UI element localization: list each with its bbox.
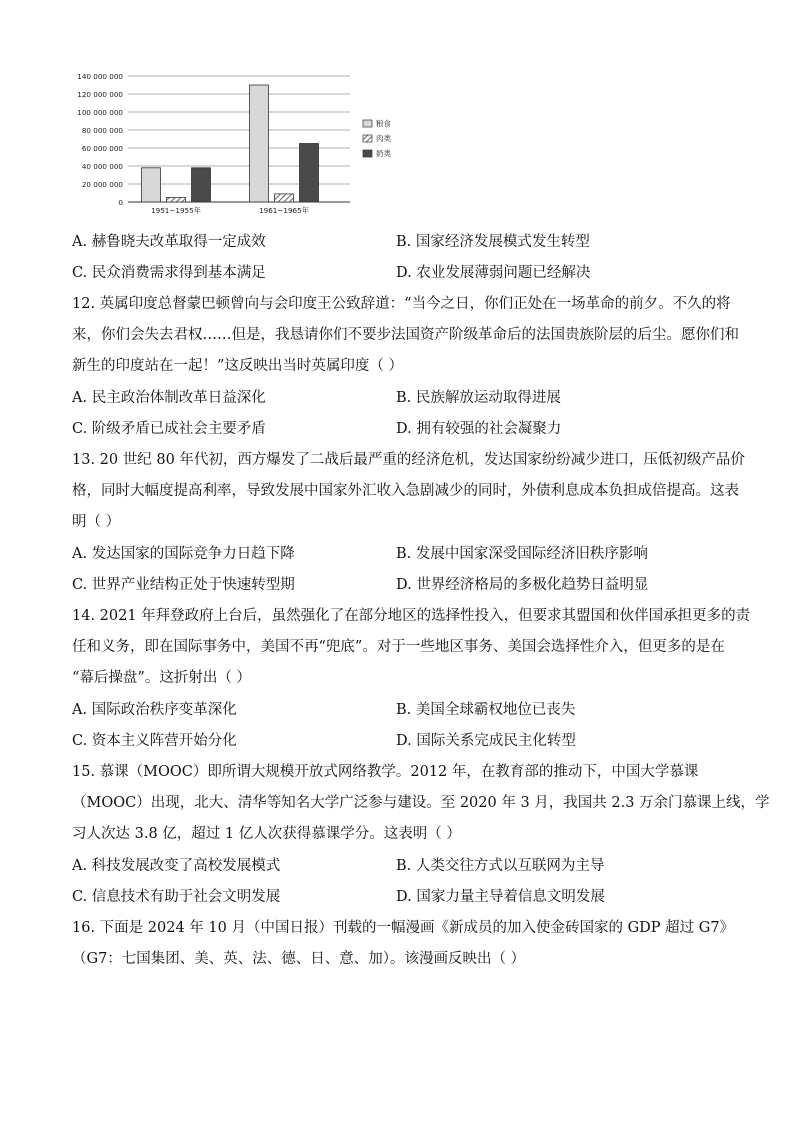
q13-option-c: C. 世界产业结构正处于快速转型期 — [72, 577, 295, 593]
q11-option-c: C. 民众消费需求得到基本满足 — [72, 265, 266, 281]
chart-y-axis-ticks — [77, 72, 123, 207]
chart-y-tick-label: 140 000 000 — [77, 72, 123, 81]
q11-option-a: A. 赫鲁晓夫改革取得一定成效 — [72, 234, 266, 250]
q12-option-b: B. 民族解放运动取得进展 — [396, 390, 561, 406]
q15-option-a: A. 科技发展改变了高校发展模式 — [72, 858, 281, 874]
food-production-bar-chart — [72, 68, 402, 218]
chart-y-tick-label: 80 000 000 — [81, 126, 123, 135]
q14-stem-line-1: 14. 2021 年拜登政府上台后，虽然强化了在部分地区的选择性投入，但要求其盟国和伙伴国承担更多的责 — [72, 608, 751, 624]
chart-y-tick-label: 60 000 000 — [81, 144, 123, 153]
q14-option-b: B. 美国全球霸权地位已丧失 — [396, 702, 576, 718]
chart-legend-swatch — [363, 150, 372, 157]
chart-y-tick-label: 40 000 000 — [81, 162, 123, 171]
q12-option-c: C. 阶级矛盾已成社会主要矛盾 — [72, 421, 266, 437]
chart-bar — [275, 194, 294, 202]
q11-option-b: B. 国家经济发展模式发生转型 — [396, 234, 590, 250]
q14-stem-line-2: 任和义务，即在国际事务中，美国不再“兜底”。对于一些地区事务、美国会选择性介入，但更多的是在 — [72, 639, 725, 655]
chart-y-tick-label: 20 000 000 — [81, 180, 123, 189]
q12-stem-line-2: 来，你们会失去君权……但是，我恳请你们不要步法国资产阶级革命后的法国贵族阶层的后尘。愿你们和 — [72, 327, 739, 343]
q12-stem-line-3: 新生的印度站在一起！”这反映出当时英属印度（ ） — [72, 358, 404, 374]
chart-y-tick-label: 0 — [118, 198, 123, 207]
chart-x-axis-categories — [151, 206, 309, 215]
q14-option-d: D. 国际关系完成民主化转型 — [396, 733, 576, 749]
q13-stem-line-1: 13. 20 世纪 80 年代初，西方爆发了二战后最严重的经济危机，发达国家纷纷减少进口，压低初级产品价 — [72, 452, 745, 468]
q12-stem-line-1: 12. 英属印度总督蒙巴顿曾向与会印度王公致辞道：“当今之日，你们正处在一场革命的前夕。不久的将 — [72, 296, 731, 312]
q12-option-d: D. 拥有较强的社会凝聚力 — [396, 421, 562, 437]
q14-option-c: C. 资本主义阵营开始分化 — [72, 733, 237, 749]
chart-legend — [363, 118, 391, 158]
chart-bar — [300, 144, 319, 203]
chart-bar — [167, 198, 186, 203]
chart-bar — [142, 168, 161, 202]
chart-legend-label: 肉类 — [376, 134, 391, 143]
q13-stem-line-3: 明（ ） — [72, 514, 121, 530]
q16-stem-line-2: （G7：七国集团、美、英、法、德、日、意、加）。该漫画反映出（ ） — [72, 951, 526, 967]
q16-stem-line-1: 16. 下面是 2024 年 10 月（中国日报）刊载的一幅漫画《新成员的加入使金砖国家的 GDP 超过 G7》 — [72, 920, 735, 936]
chart-bar — [192, 168, 211, 202]
q15-option-b: B. 人类交往方式以互联网为主导 — [396, 858, 605, 874]
q15-option-d: D. 国家力量主导着信息文明发展 — [396, 889, 605, 905]
q13-option-d: D. 世界经济格局的多极化趋势日益明显 — [396, 577, 649, 593]
q11-option-d: D. 农业发展薄弱问题已经解决 — [396, 265, 591, 281]
chart-x-category-label: 1951~1955年 — [151, 206, 201, 215]
chart-x-category-label: 1961~1965年 — [259, 206, 309, 215]
chart-legend-swatch — [363, 135, 372, 142]
chart-y-tick-label: 100 000 000 — [77, 108, 123, 117]
q13-stem-line-2: 格，同时大幅度提高利率，导致发展中国家外汇收入急剧减少的同时，外债利息成本负担成倍提高。这表 — [72, 483, 739, 499]
chart-bars — [142, 85, 319, 202]
chart-legend-label: 粮食 — [376, 119, 391, 128]
chart-y-tick-label: 120 000 000 — [77, 90, 123, 99]
q15-stem-line-3: 习人次达 3.8 亿，超过 1 亿人次获得慕课学分。这表明（ ） — [72, 826, 461, 842]
q13-option-a: A. 发达国家的国际竞争力日趋下降 — [72, 546, 295, 562]
q15-stem-line-2: （MOOC）出现，北大、清华等知名大学广泛参与建设。至 2020 年 3 月，我国共 2.3 万余门慕课上线，学 — [72, 795, 770, 811]
q14-option-a: A. 国际政治秩序变革深化 — [72, 702, 237, 718]
q15-option-c: C. 信息技术有助于社会文明发展 — [72, 889, 281, 905]
q15-stem-line-1: 15. 慕课（MOOC）即所谓大规模开放式网络教学。2012 年，在教育部的推动下，中国大学慕课 — [72, 764, 699, 780]
chart-legend-swatch — [363, 120, 372, 127]
chart-bar — [250, 85, 269, 202]
q12-option-a: A. 民主政治体制改革日益深化 — [72, 390, 266, 406]
q13-option-b: B. 发展中国家深受国际经济旧秩序影响 — [396, 546, 648, 562]
chart-legend-label: 奶类 — [376, 149, 391, 158]
q14-stem-line-3: “幕后操盘”。这折射出（ ） — [72, 670, 251, 686]
